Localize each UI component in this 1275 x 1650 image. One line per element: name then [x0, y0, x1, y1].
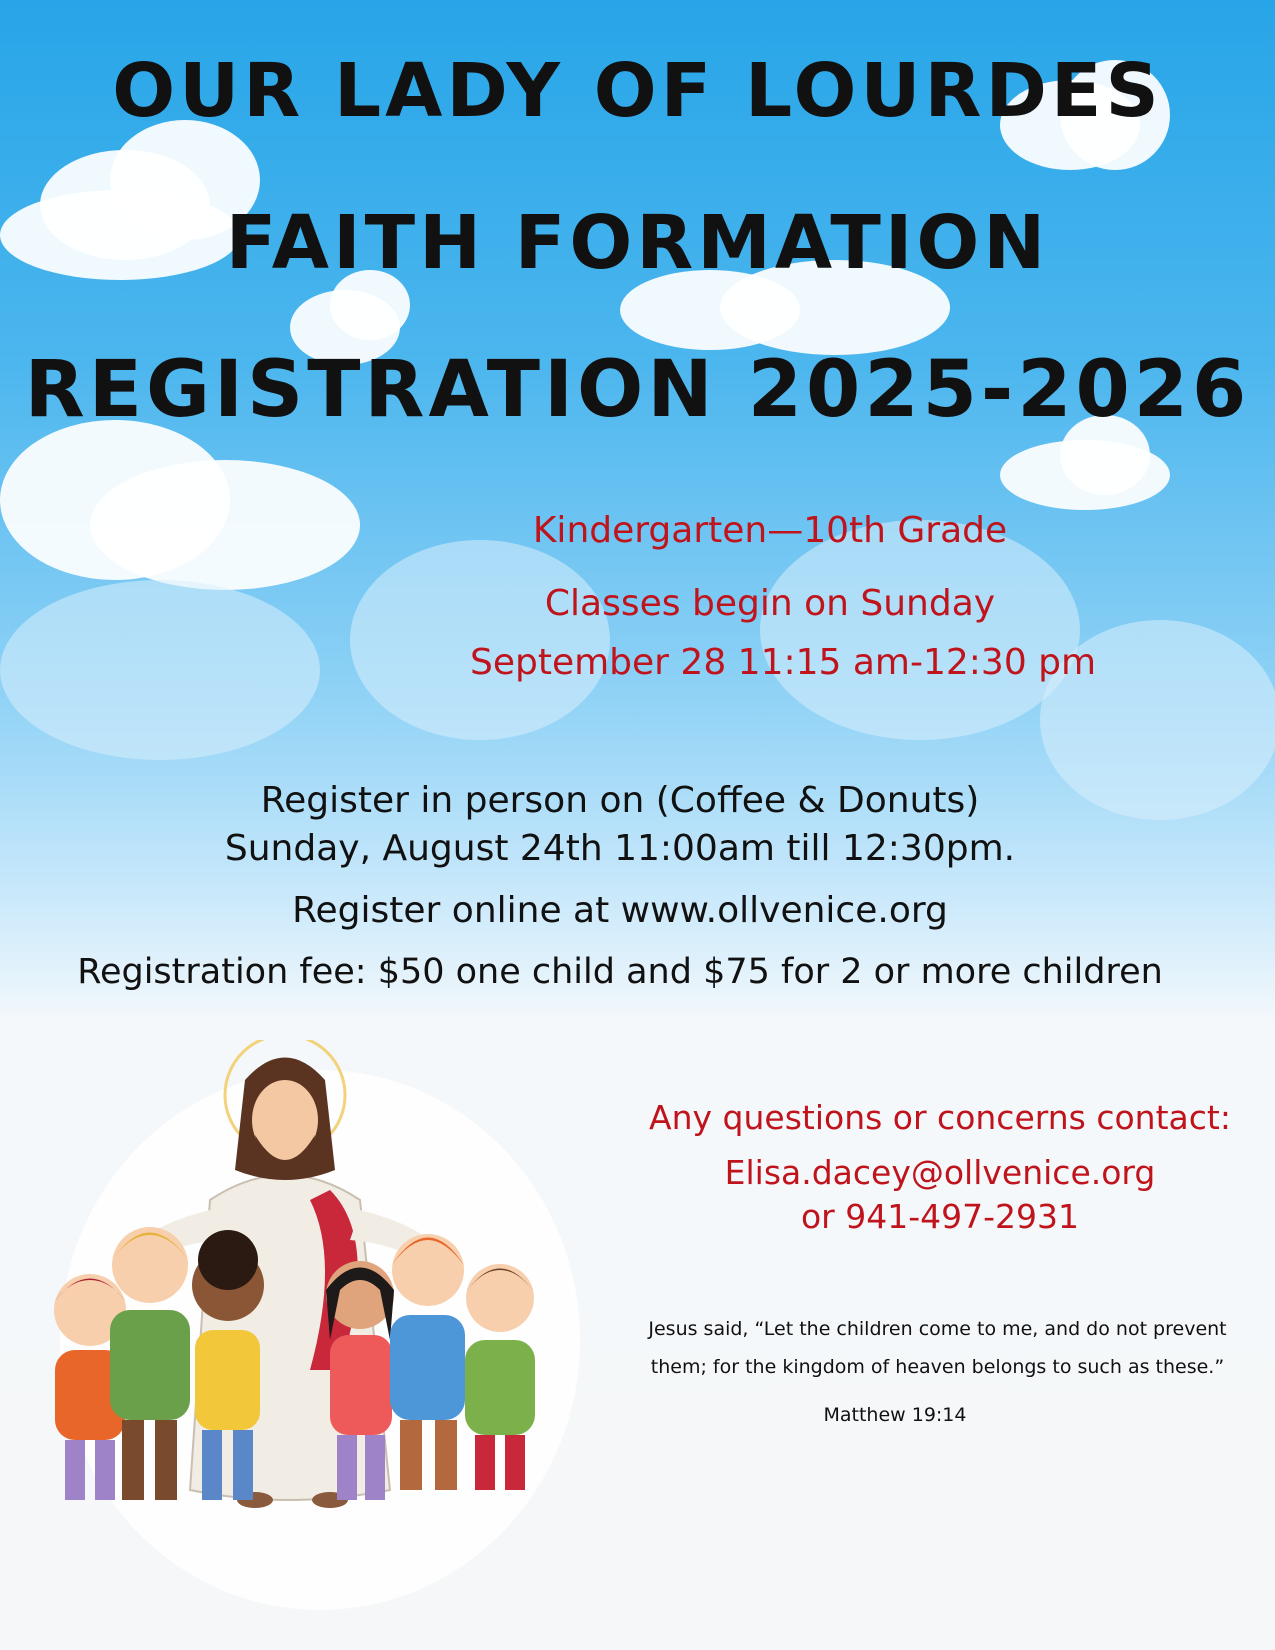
register-in-person-text: Register in person on (Coffee & Donuts)	[260, 780, 980, 821]
registration-fee-text: Registration fee: $50 one child and $75 for 2 or more children	[77, 952, 1163, 992]
register-date-text: Sunday, August 24th 11:00am till 12:30pm.	[224, 828, 1016, 869]
register-online-text: Register online at www.ollvenice.org	[292, 890, 948, 931]
title-line-1: OUR LADY OF LOURDES	[112, 48, 1163, 134]
title-line-3: REGISTRATION 2025-2026	[24, 345, 1251, 435]
title-line-2: FAITH FORMATION	[225, 200, 1050, 286]
quote-citation: Matthew 19:14	[823, 1404, 967, 1426]
classes-begin-text: Classes begin on Sunday	[544, 583, 996, 624]
contact-heading: Any questions or concerns contact:	[649, 1098, 1231, 1137]
grades-text: Kindergarten—10th Grade	[532, 510, 1008, 551]
quote-line-1: Jesus said, “Let the children come to me, and do not prevent	[648, 1318, 1227, 1340]
classes-time-text: September 28 11:15 am-12:30 pm	[470, 642, 1097, 683]
jesus-with-children-illustration	[40, 1040, 600, 1620]
contact-email-link[interactable]: Elisa.dacey@ollvenice.org	[724, 1153, 1156, 1192]
contact-phone-link[interactable]: or 941-497-2931	[800, 1197, 1080, 1236]
quote-line-2: them; for the kingdom of heaven belongs to such as these.”	[650, 1356, 1225, 1378]
